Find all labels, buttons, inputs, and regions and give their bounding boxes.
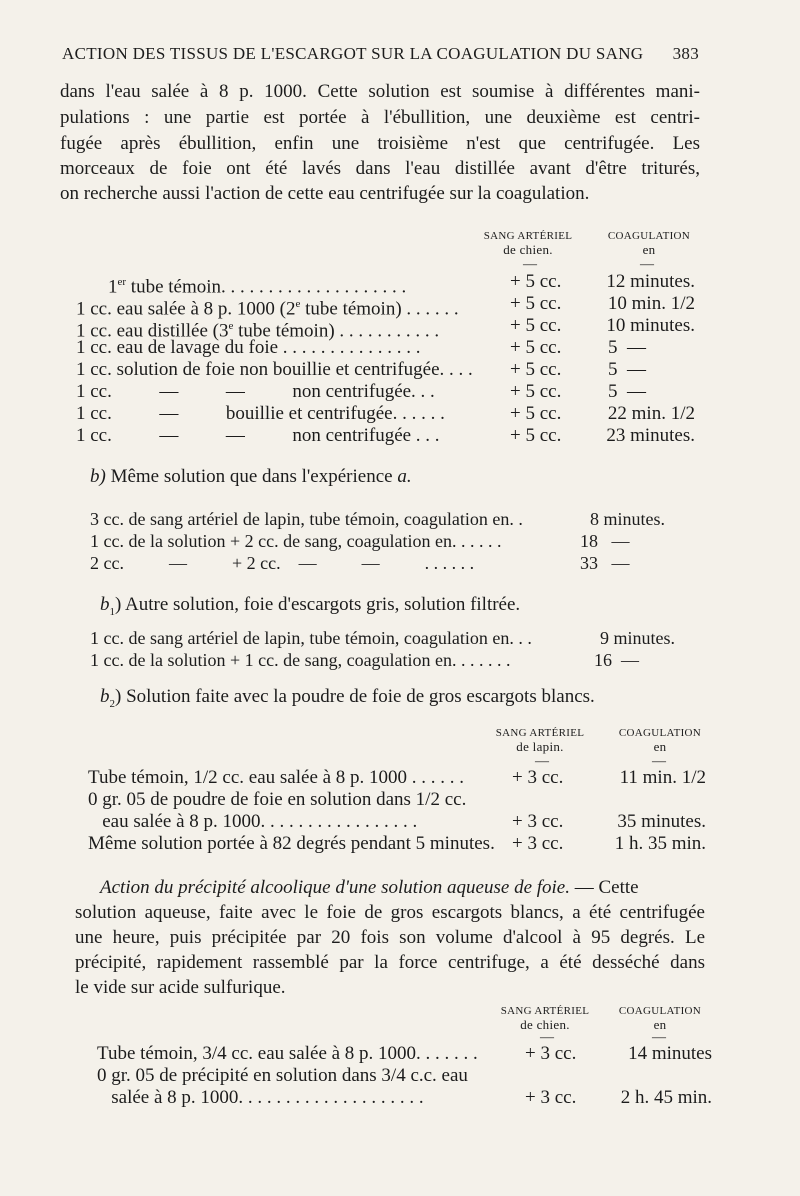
row-label: 1 cc. eau distillée (3e tube témoin) . . . . . . . . . . . xyxy=(76,320,440,342)
column-rule: — xyxy=(535,754,549,769)
row-label: 1 cc. solution de foie non bouillie et centrifugée. . . . xyxy=(76,359,473,380)
row-coagulation: 10 minutes. xyxy=(606,315,695,336)
column-header-blood: SANG ARTÉRIEL de chien. xyxy=(500,1005,590,1032)
row-coagulation: 23 minutes. xyxy=(606,425,695,446)
row-coagulation: 12 minutes. xyxy=(606,271,695,292)
row-coagulation: 9 minutes. xyxy=(600,628,675,648)
row-coagulation: 5 — xyxy=(608,381,646,402)
table-row: Tube témoin, 1/2 cc. eau salée à 8 p. 1000 . . . . . . xyxy=(88,767,465,788)
table-row: eau salée à 8 p. 1000. . . . . . . . . . . . . . . . . xyxy=(88,811,418,832)
row-blood: + 5 cc. xyxy=(510,337,562,358)
column-rule: — xyxy=(652,1030,666,1045)
row-blood: + 5 cc. xyxy=(510,315,562,336)
table-row: 1 cc. de sang artériel de lapin, tube témoin, coagulation en. . . xyxy=(90,628,532,648)
paragraph-line: une heure, puis précipitée par 20 fois son volume d'alcool à 95 degrés. Le xyxy=(75,927,705,948)
table-row: 3 cc. de sang artériel de lapin, tube témoin, coagulation en. . xyxy=(90,509,523,529)
column-header-coagulation: COAGULATION en xyxy=(618,727,702,754)
row-coagulation: 1 h. 35 min. xyxy=(614,833,706,854)
column-header-blood: SANG ARTÉRIEL de lapin. xyxy=(495,727,585,754)
row-blood: + 3 cc. xyxy=(512,811,564,832)
row-coagulation: 11 min. 1/2 xyxy=(619,767,706,788)
row-blood: + 3 cc. xyxy=(512,833,564,854)
column-rule: — xyxy=(523,257,537,272)
paragraph-line: dans l'eau salée à 8 p. 1000. Cette solution est soumise à différentes mani- xyxy=(60,81,700,102)
table-row: 0 gr. 05 de précipité en solution dans 3/4 c.c. eau xyxy=(97,1065,468,1086)
row-label: 1 cc. — — non centrifugée . . . xyxy=(76,425,440,446)
row-coagulation: 2 h. 45 min. xyxy=(620,1087,712,1108)
paragraph-line: le vide sur acide sulfurique. xyxy=(75,977,286,998)
row-blood: + 5 cc. xyxy=(510,293,562,314)
row-blood: + 3 cc. xyxy=(512,767,564,788)
column-header-blood: SANG ARTÉRIEL de chien. xyxy=(483,230,573,257)
paragraph-line: pulations : une partie est portée à l'ébullition, une deuxième est centri- xyxy=(60,107,700,128)
table-row: 0 gr. 05 de poudre de foie en solution dans 1/2 cc. xyxy=(88,789,467,810)
row-label: 1 cc. — — non centrifugée. . . xyxy=(76,381,435,402)
page-number: 383 xyxy=(672,44,699,63)
table-row: Tube témoin, 3/4 cc. eau salée à 8 p. 1000. . . . . . . xyxy=(97,1043,478,1064)
row-coagulation: 22 min. 1/2 xyxy=(607,403,695,424)
paragraph-line: Action du précipité alcoolique d'une solution aqueuse de foie. — Cette xyxy=(100,877,639,898)
row-coagulation: 33 — xyxy=(580,553,630,573)
row-blood: + 5 cc. xyxy=(510,381,562,402)
row-coagulation: 10 min. 1/2 xyxy=(607,293,695,314)
paragraph-line: on recherche aussi l'action de cette eau centrifugée sur la coagulation. xyxy=(60,183,590,204)
table-row: 1 cc. de la solution + 2 cc. de sang, coagulation en. . . . . . xyxy=(90,531,502,551)
row-coagulation: 35 minutes. xyxy=(617,811,706,832)
paragraph-line: précipité, rapidement rassemblé par la force centrifuge, a été desséché dans xyxy=(75,952,705,973)
row-coagulation: 14 minutes xyxy=(628,1043,712,1064)
column-header-coagulation: COAGULATION en xyxy=(618,1005,702,1032)
column-rule: — xyxy=(640,257,654,272)
table-row: 2 cc. — + 2 cc. — — . . . . . . xyxy=(90,553,475,573)
row-blood: + 5 cc. xyxy=(510,271,562,292)
paragraph-line: solution aqueuse, faite avec le foie de gros escargots blancs, a été centrifugée xyxy=(75,902,705,923)
row-label: 1 cc. — bouillie et centrifugée. . . . . . xyxy=(76,403,445,424)
row-label: 1 cc. eau de lavage du foie . . . . . . . . . . . . . . . xyxy=(76,337,421,358)
section-heading: $b_1$) Autre solution, foie d'escargots gris, solution filtrée. xyxy=(100,594,521,618)
table-row: 1 cc. de la solution + 1 cc. de sang, coagulation en. . . . . . . xyxy=(90,650,511,670)
row-coagulation: 16 — xyxy=(594,650,639,670)
running-title: ACTION DES TISSUS DE L'ESCARGOT SUR LA COAGULATION DU SANG xyxy=(62,44,644,63)
row-coagulation: 5 — xyxy=(608,359,646,380)
column-header-coagulation: COAGULATION en xyxy=(607,230,691,257)
section-title: Action du précipité alcoolique d'une solution aqueuse de foie. xyxy=(100,877,570,898)
section-heading: b) Même solution que dans l'expérience a. xyxy=(90,466,412,487)
row-blood: + 3 cc. xyxy=(525,1043,577,1064)
row-blood: + 5 cc. xyxy=(510,425,562,446)
paragraph-line: morceaux de foie ont été lavés dans l'eau distillée avant d'être triturés, xyxy=(60,158,700,179)
row-label: 1er tube témoin. . . . . . . . . . . . . . . . . . . . xyxy=(108,276,407,298)
row-coagulation: 8 minutes. xyxy=(590,509,665,529)
row-blood: + 5 cc. xyxy=(510,359,562,380)
row-coagulation: 18 — xyxy=(580,531,630,551)
row-coagulation: 5 — xyxy=(608,337,646,358)
table-row: salée à 8 p. 1000. . . . . . . . . . . . . . . . . . . . xyxy=(97,1087,424,1108)
paragraph-line: fugée après ébullition, enfin une troisième n'est que centrifugée. Les xyxy=(60,133,700,154)
table-row: Même solution portée à 82 degrés pendant 5 minutes. xyxy=(88,833,495,854)
row-blood: + 5 cc. xyxy=(510,403,562,424)
row-blood: + 3 cc. xyxy=(525,1087,577,1108)
column-rule: — xyxy=(652,754,666,769)
row-label: 1 cc. eau salée à 8 p. 1000 (2e tube témoin) . . . . . . xyxy=(76,298,459,320)
column-rule: — xyxy=(540,1030,554,1045)
section-heading: $b_2$) Solution faite avec la poudre de foie de gros escargots blancs. xyxy=(100,686,595,710)
